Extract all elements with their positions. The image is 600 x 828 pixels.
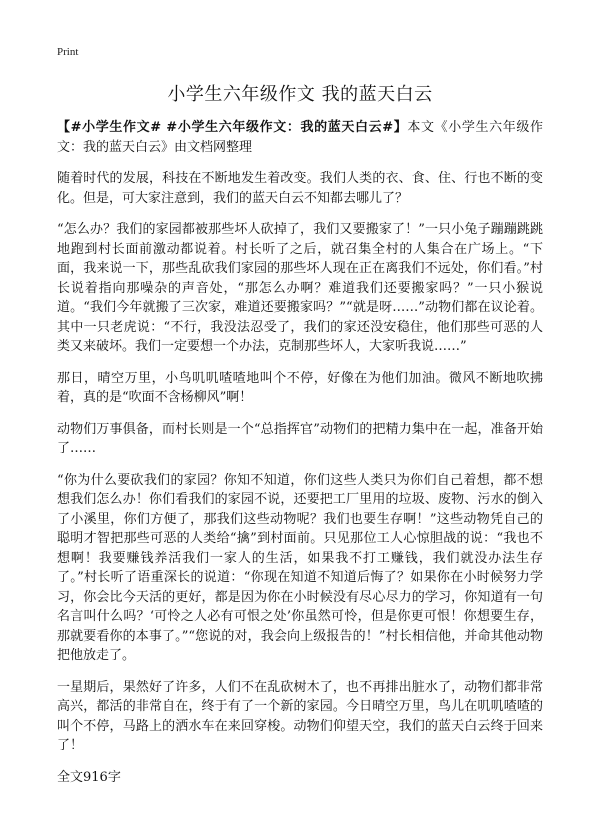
intro-tags: 【#小学生作文# #小学生六年级作文：我的蓝天白云#】 (57, 120, 408, 135)
intro-source: 本文《小学生六年级作文：我的蓝天白云》由文档网整理 (57, 120, 543, 155)
print-link[interactable]: Print (57, 46, 79, 58)
page-title: 小学生六年级作文 我的蓝天白云 (167, 84, 433, 105)
paragraph-6: 一星期后，果然好了许多，人们不在乱砍树木了，也不再排出脏水了，动物们都非常高兴，都活的非常自在，终于有了一个新的家园。今日晴空万里，鸟儿在叽叽喳喳的叫个不停，马路上的洒水车在来回穿梭。动物们仰望天空，我们的蓝天白云终于回来了！ (57, 679, 543, 753)
intro-paragraph (57, 118, 543, 157)
word-count: 全文916字 (57, 769, 121, 785)
paragraph-2: “怎么办？我们的家园都被那些坏人砍掉了，我们又要搬家了！”一只小兔子蹦蹦跳跳地跑到村长面前激动都说着。村长听了之后，就召集全村的人集合在广场上。“下面，我来说一下，那些乱砍我们家园的那些坏人现在正在离我们不远处，你们看。”村长说着指向那噪杂的声音处，“那怎么办啊？难道我们还要搬家吗？”一只小猴说道。“我们今年就搬了三次家，难道还要搬家吗？”“就是呀……”动物们都在议论着。其中一只老虎说：“不行，我没法忍受了，我们的家还没安稳住，他们那些可恶的人类又来破坏。我们一定要想一个办法，克制那些坏人，大家听我说……” (57, 222, 543, 354)
paragraph-5: “你为什么要砍我们的家园？你知不知道，你们这些人类只为你们自己着想，都不想想我们怎么办！你们看我们的家园不说，还要把工厂里用的垃圾、废物、污水的倒入了小溪里，你们方便了，那我们这些动物呢？我们也要生存啊！”这些动物凭自己的聪明才智把那些可恶的人类给“擒”到村面前。只见那位工人心惊胆战的说：“我也不想啊！我要赚钱养活我们一家人的生活，如果我不打工赚钱，我们就没办法生存了。”村长听了语重深长的说道：“你现在知道不知道后悔了？如果你在小时候努力学习，你会比今天活的更好，都是因为你在小时候没有尽心尽力的学习，你知道有一句名言叫什么吗？‘可怜之人必有可恨之处’你虽然可怜，但是你更可恨！你想要生存，那就要看你的本事了。”“您说的对，我会向上级报告的！”村长相信他，并命其他动物把他放走了。 (57, 472, 543, 663)
paragraph-3: 那日，晴空万里，小鸟叽叽喳喳地叫个不停，好像在为他们加油。微风不断地吹拂着，真的是“吹面不含杨柳风”啊！ (57, 370, 543, 405)
paragraph-4: 动物们万事俱备，而村长则是一个“总指挥官”动物们的把精力集中在一起，准备开始了…… (57, 421, 543, 456)
paragraph-1: 随着时代的发展，科技在不断地发生着改变。我们人类的衣、食、住、行也不断的变化。但是，可大家注意到，我们的蓝天白云不知都去哪儿了？ (57, 171, 543, 206)
article-body (57, 118, 543, 799)
